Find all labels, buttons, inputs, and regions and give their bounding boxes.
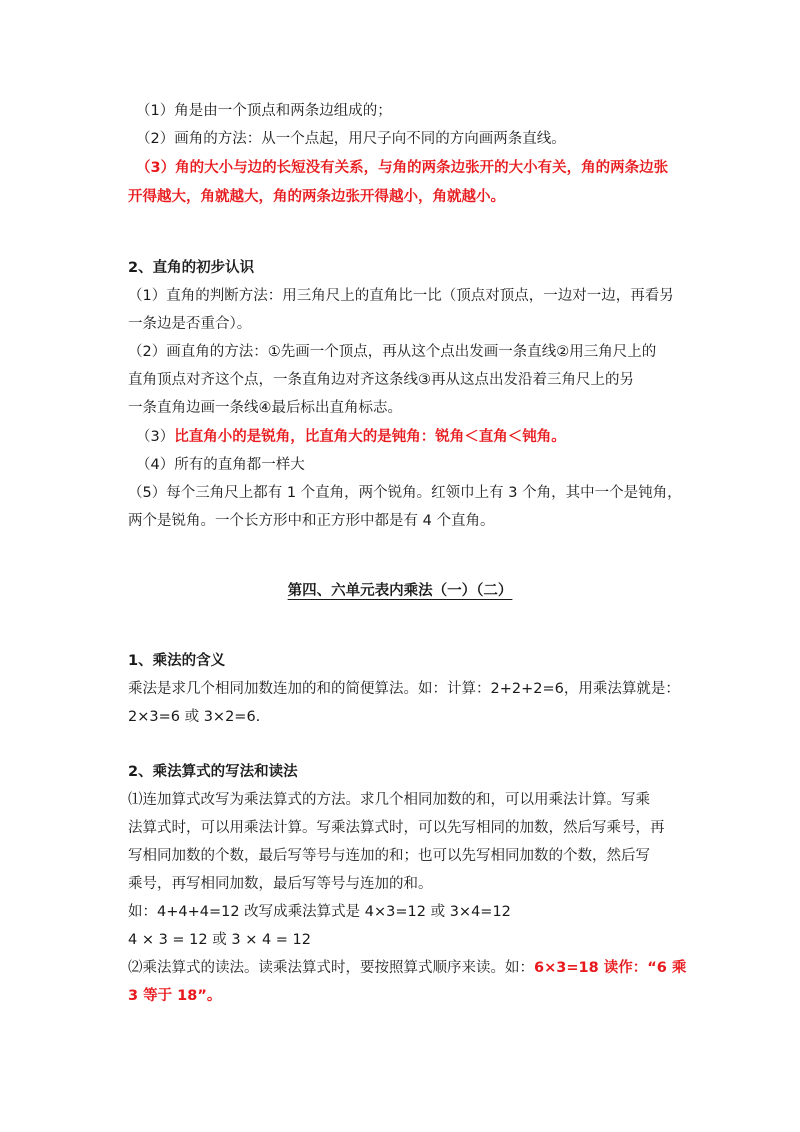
right-angle-heading: 2、直角的初步认识 bbox=[128, 260, 255, 276]
angle-item-3-line-2: 开得越大，角就越大，角的两条边张开得越小，角就越小。 bbox=[128, 189, 505, 205]
mult-write-line-2: 法算式时，可以用乘法计算。写乘法算式时，可以先写相同的加数，然后写乘号，再 bbox=[128, 820, 665, 836]
mult-meaning-heading: 1、乘法的含义 bbox=[128, 653, 226, 669]
read-prefix: ⑵乘法算式的读法。读乘法算式时，要按照算式顺序来读。如： bbox=[128, 960, 534, 976]
mult-meaning-line-2: 2×3=6 或 3×2=6. bbox=[128, 709, 261, 725]
mult-read-line-1 bbox=[128, 957, 686, 979]
right-angle-item-5-line-1: （5）每个三角尺上都有 1 个直角，两个锐角。红领巾上有 3 个角，其中一个是钝角， bbox=[128, 485, 682, 501]
angle-comparison: 比直角小的是锐角，比直角大的是钝角：锐角＜直角＜钝角。 bbox=[174, 429, 566, 445]
right-angle-item-3 bbox=[136, 426, 566, 448]
mult-write-line-4: 乘号，再写相同加数，最后写等号与连加的和。 bbox=[128, 876, 433, 892]
right-angle-item-2-line-1: （2）画直角的方法：①先画一个顶点，再从这个点出发画一条直线②用三角尺上的 bbox=[128, 344, 657, 360]
unit-title: 第四、六单元表内乘法（一）（二） bbox=[287, 583, 513, 599]
right-angle-item-2-line-3: 一条直角边画一条线④最后标出直角标志。 bbox=[128, 400, 402, 416]
mult-write-heading: 2、乘法算式的写法和读法 bbox=[128, 764, 298, 780]
right-angle-item-1-line-2: 一条边是否重合）。 bbox=[128, 316, 252, 332]
right-angle-item-4: （4）所有的直角都一样大 bbox=[136, 457, 305, 473]
mult-meaning-line-1: 乘法是求几个相同加数连加的和的简便算法。如：计算：2+2+2=6，用乘法算就是： bbox=[128, 681, 680, 697]
angle-item-2: （2）画角的方法：从一个点起，用尺子向不同的方向画两条直线。 bbox=[136, 131, 566, 147]
right-angle-item-2-line-2: 直角顶点对齐这个点，一条直角边对齐这条线③再从这点出发沿着三角尺上的另 bbox=[128, 372, 634, 388]
mult-example-2: 4 × 3 = 12 或 3 × 4 = 12 bbox=[128, 932, 311, 948]
mult-write-line-3: 写相同加数的个数，最后写等号与连加的和；也可以先写相同加数的个数，然后写 bbox=[128, 848, 650, 864]
read-example: 6×3=18 读作：“6 乘 bbox=[534, 960, 687, 976]
angle-item-3-line-1: （3）角的大小与边的长短没有关系，与角的两条边张开的大小有关，角的两条边张 bbox=[136, 160, 669, 176]
item-3-prefix: （3） bbox=[136, 429, 175, 445]
mult-read-line-2: 3 等于 18”。 bbox=[128, 988, 222, 1004]
mult-example-1: 如：4+4+4=12 改写成乘法算式是 4×3=12 或 3×4=12 bbox=[128, 904, 511, 920]
angle-item-1: （1）角是由一个顶点和两条边组成的； bbox=[136, 103, 392, 119]
right-angle-item-1-line-1: （1）直角的判断方法：用三角尺上的直角比一比（顶点对顶点，一边对一边，再看另 bbox=[128, 288, 674, 304]
right-angle-item-5-line-2: 两个是锐角。一个长方形中和正方形中都是有 4 个直角。 bbox=[128, 513, 495, 529]
mult-write-line-1: ⑴连加算式改写为乘法算式的方法。求几个相同加数的和，可以用乘法计算。写乘 bbox=[128, 792, 650, 808]
